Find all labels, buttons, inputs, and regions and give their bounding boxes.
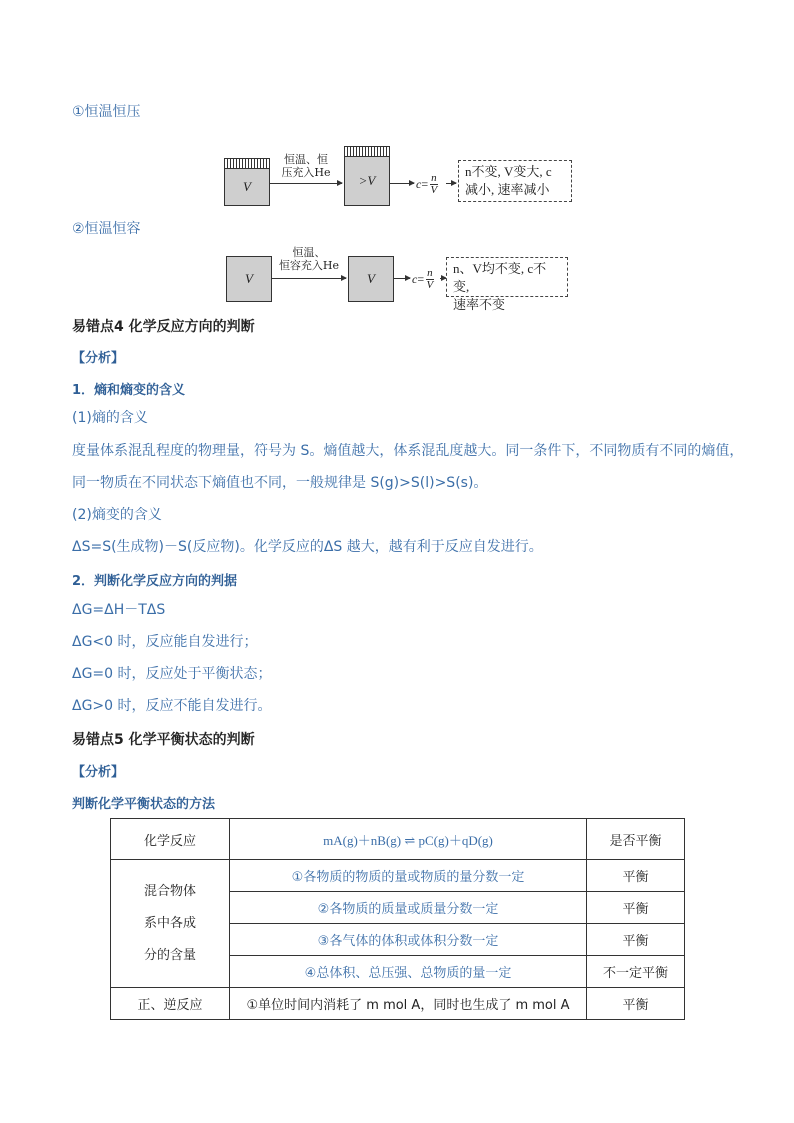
arrow-3 bbox=[446, 183, 456, 184]
point5-analysis-label: 【分析】 bbox=[72, 765, 125, 780]
arrow-label-line1: 恒温、 bbox=[292, 246, 326, 259]
box-label: V bbox=[243, 179, 251, 194]
formula-num: n bbox=[427, 266, 433, 279]
arrow-label bbox=[272, 246, 346, 272]
formula-den: V bbox=[430, 183, 438, 196]
arrow-label bbox=[273, 153, 339, 179]
condition-cell: ①单位时间内消耗了 m mol A，同时也生成了 m mol A bbox=[230, 988, 587, 1020]
group-label-line: 混合物体 bbox=[143, 883, 196, 899]
arrow-4 bbox=[272, 278, 346, 279]
box-label: >V bbox=[358, 173, 376, 188]
concentration-formula bbox=[412, 268, 434, 290]
section-label-constant-pressure: ①恒温恒压 bbox=[72, 104, 141, 120]
point4-formula-4: ΔG>0 时，反应不能自发进行。 bbox=[72, 698, 272, 714]
box-label: V bbox=[367, 271, 375, 286]
formula-num: n bbox=[431, 171, 437, 184]
arrow-label-line2: 压充入He bbox=[281, 166, 331, 179]
point5-title: 易错点5 化学平衡状态的判断 bbox=[72, 732, 255, 748]
point4-heading-1: 1．熵和熵变的含义 bbox=[72, 383, 186, 398]
formula-eq: = bbox=[417, 271, 425, 286]
point4-analysis-label: 【分析】 bbox=[72, 351, 125, 366]
result-line2: 减小, 速率减小 bbox=[465, 182, 550, 197]
box-label: V bbox=[245, 271, 253, 286]
section-label-constant-volume: ②恒温恒容 bbox=[72, 221, 141, 237]
formula-eq: = bbox=[421, 176, 429, 191]
group-label-line: 系中各成 bbox=[143, 915, 196, 931]
result-line1: n、V均不变, c不变, bbox=[453, 261, 547, 294]
condition-cell: ③各气体的体积或体积分数一定 bbox=[230, 924, 587, 956]
result-box-1 bbox=[458, 160, 572, 202]
concentration-formula bbox=[416, 173, 438, 195]
point4-sub-1: (1)熵的含义 bbox=[72, 410, 148, 426]
table-header-row bbox=[111, 819, 685, 860]
point4-para-1-line2: 同一物质在不同状态下熵值也不同，一般规律是 S(g)>S(l)>S(s)。 bbox=[72, 475, 488, 491]
group-label-forward-reverse: 正、逆反应 bbox=[111, 988, 230, 1020]
container-box-1 bbox=[224, 168, 270, 206]
formula-c: c bbox=[416, 176, 422, 191]
arrow-1 bbox=[270, 183, 342, 184]
point4-heading-2: 2．判断化学反应方向的判据 bbox=[72, 574, 238, 589]
point4-sub-2: (2)熵变的含义 bbox=[72, 507, 162, 523]
result-cell: 不一定平衡 bbox=[587, 956, 685, 988]
condition-cell: ②各物质的质量或质量分数一定 bbox=[230, 892, 587, 924]
result-line1: n不变, V变大, c bbox=[465, 164, 552, 179]
formula-c: c bbox=[412, 271, 418, 286]
result-cell: 平衡 bbox=[587, 892, 685, 924]
point4-para-1-line1: 度量体系混乱程度的物理量，符号为 S。熵值越大，体系混乱度越大。同一条件下，不同物质有不同的熵值， bbox=[72, 443, 744, 459]
result-box-2 bbox=[446, 257, 568, 312]
container-box-3 bbox=[226, 256, 272, 302]
header-cell-is-equilibrium: 是否平衡 bbox=[587, 819, 685, 860]
condition-cell: ④总体积、总压强、总物质的量一定 bbox=[230, 956, 587, 988]
result-cell: 平衡 bbox=[587, 924, 685, 956]
group-label-line: 分的含量 bbox=[143, 947, 196, 963]
condition-cell: ①各物质的物质的量或物质的量分数一定 bbox=[230, 860, 587, 892]
result-cell: 平衡 bbox=[587, 860, 685, 892]
result-line2: 速率不变 bbox=[453, 297, 506, 312]
container-box-2 bbox=[344, 156, 390, 206]
point4-title: 易错点4 化学反应方向的判断 bbox=[72, 319, 255, 335]
container-box-4 bbox=[348, 256, 394, 302]
equilibrium-table bbox=[110, 818, 685, 1020]
point4-para-2: ΔS=S(生成物)－S(反应物)。化学反应的ΔS 越大，越有利于反应自发进行。 bbox=[72, 539, 543, 555]
formula-den: V bbox=[426, 278, 434, 291]
arrow-label-line2: 恒容充入He bbox=[278, 259, 340, 272]
group-label-content bbox=[111, 860, 230, 988]
table-row bbox=[111, 860, 685, 892]
arrow-5 bbox=[394, 278, 410, 279]
point5-method: 判断化学平衡状态的方法 bbox=[72, 797, 216, 812]
arrow-label-line1: 恒温、恒 bbox=[284, 153, 328, 166]
result-cell: 平衡 bbox=[587, 988, 685, 1020]
header-cell-reaction: 化学反应 bbox=[111, 819, 230, 860]
table-row bbox=[111, 988, 685, 1020]
point4-formula-2: ΔG<0 时，反应能自发进行； bbox=[72, 634, 258, 650]
arrow-2 bbox=[390, 183, 414, 184]
header-cell-equation: mA(g)＋nB(g) ⇌ pC(g)＋qD(g) bbox=[230, 819, 587, 860]
point4-formula-1: ΔG=ΔH－TΔS bbox=[72, 602, 166, 618]
point4-formula-3: ΔG=0 时，反应处于平衡状态； bbox=[72, 666, 272, 682]
